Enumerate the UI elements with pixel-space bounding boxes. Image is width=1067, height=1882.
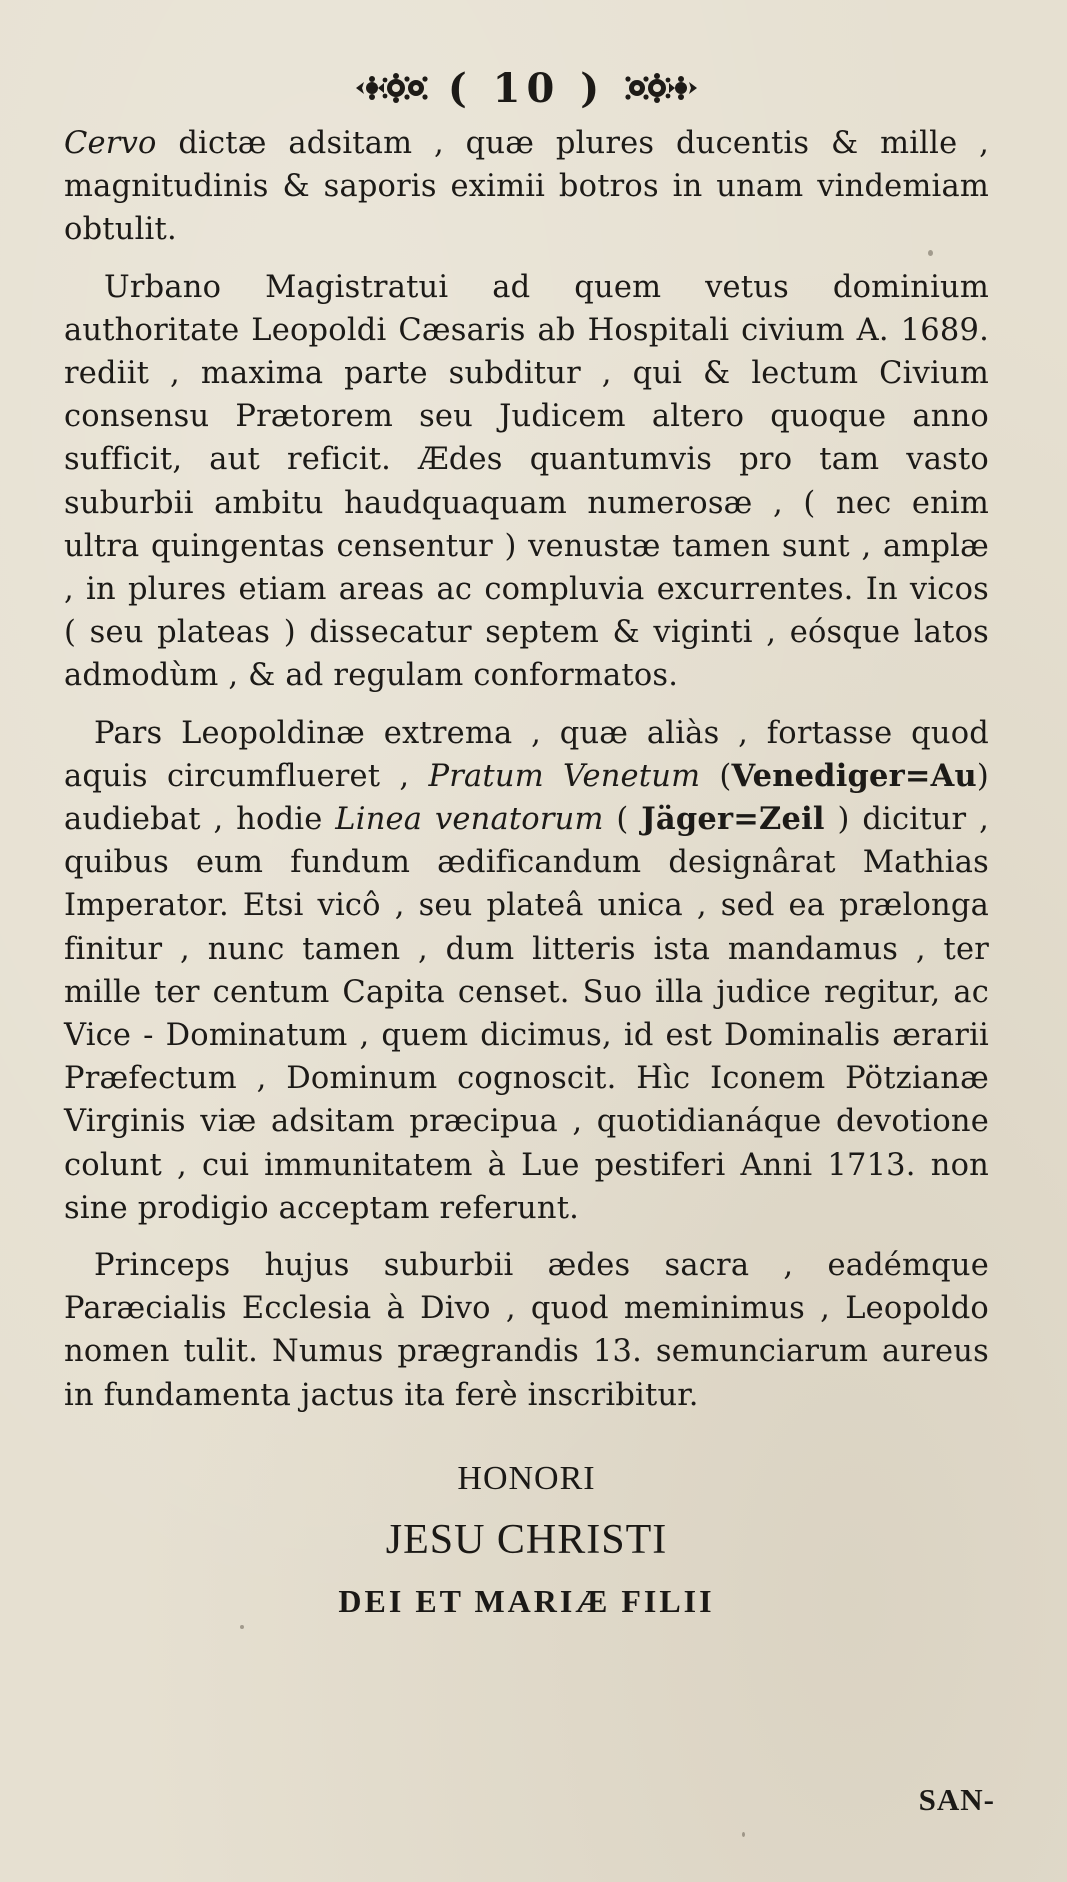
paragraph-4 (64, 1244, 989, 1417)
running-head (64, 60, 989, 116)
paragraph-3 (64, 712, 989, 1230)
p3-text-c: ) audiebat , hodie (64, 758, 989, 838)
coin-inscription (64, 1451, 989, 1629)
p3-text-b: ( (700, 758, 732, 794)
right-ornament-icon (623, 71, 699, 105)
p3-text-e: ) dicitur , quibus eum fundum ædificandum designârat Mathias Imperator. Etsi vicô , seu plateâ unica , sed ea prælonga finitur , nunc tamen , dum litteris ista mandamus , ter mille ter centum Capita censet. Suo illa judice regitur, ac Vice - Dominatum , quem dicimus, id est Dominalis ærarii Præfectum , Dominum cognoscit. Hìc Iconem Pötzianæ Virginis viæ adsitam præcipua , quotidianáque devotione colunt , cui immunitatem à Lue pestiferi Anni 1713. non sine prodigio acceptam referunt. (64, 802, 990, 1226)
left-ornament-icon (354, 71, 430, 105)
p3-text-d: ( (603, 802, 642, 838)
paper-speck (240, 1625, 244, 1629)
p2-text: Urbano Magistratui ad quem vetus dominium authoritate Leopoldi Cæsaris ab Hospitali civium A. 1689. rediit , maxima parte subditur , qui & lectum Civium consensu Prætorem seu Judicem altero quoque anno sufficit, aut reficit. Ædes quantumvis pro tam vasto suburbii ambitu haudquaquam numerosæ , ( nec enim ultra quingentas censentur ) venustæ tamen sunt , amplæ , in plures etiam areas ac compluvia excurrentes. In vicos ( seu plateas ) dissecatur septem & viginti , eósque latos admodùm , & ad regulam conformatos. (64, 269, 989, 694)
paragraph-2 (64, 266, 989, 698)
paragraph-1 (64, 122, 989, 252)
paper-speck (928, 250, 933, 256)
inscription-line-3: DEI ET MARIÆ FILII (338, 1582, 715, 1619)
inscription-line-1: HONORI (457, 1459, 596, 1497)
p3-fraktur-jaeger-zeil: Jäger=Zeil (641, 801, 825, 838)
p1-italic-cervo: Cervo (64, 126, 157, 161)
p4-text: Princeps hujus suburbii ædes sacra , eadémque Paræcialis Ecclesia à Divo , quod meminimus , Leopoldo nomen tulit. Numus prægrandis 13. semunciarum aureus in fundamenta jactus ita ferè inscribitur. (64, 1248, 989, 1413)
p3-fraktur-venediger-au: Venediger=Au (731, 757, 977, 794)
inscription-line-2: JESU CHRISTI (385, 1516, 668, 1563)
page-number: ( 10 ) (447, 64, 606, 112)
body-text (64, 122, 989, 1417)
p3-italic-pratum-venetum: Pratum Venetum (428, 758, 701, 794)
p3-italic-linea-venatorum: Linea venatorum (335, 802, 604, 838)
paper-speck (742, 1832, 745, 1837)
p1-text: dictæ adsitam , quæ plures ducentis & mille , magnitudinis & saporis eximii botros in unam vindemiam obtulit. (64, 126, 989, 248)
p3-text-a: Pars Leopoldinæ extrema , quæ aliàs , fortasse quod aquis circumflueret , (64, 715, 989, 794)
catchword: SAN- (918, 1782, 995, 1817)
